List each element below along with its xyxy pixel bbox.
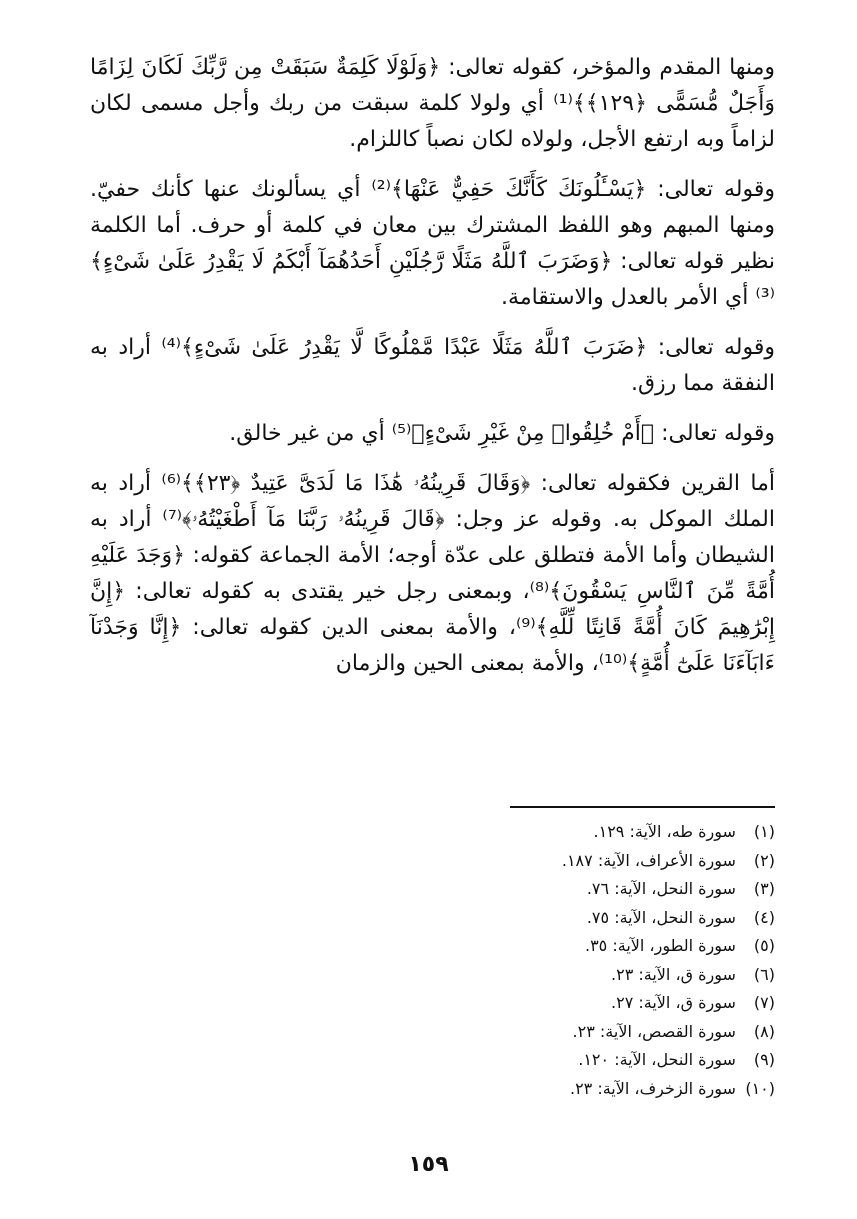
footnote-8: (٨) سورة القصص، الآية: ٢٣. <box>572 1021 775 1041</box>
footnote-4: (٤) سورة النحل، الآية: ٧٥. <box>586 907 775 927</box>
footnote-3: (٣) سورة النحل، الآية: ٧٦. <box>586 879 775 898</box>
footnote-7: (٧) سورة ق، الآية: ٢٧. <box>611 993 775 1012</box>
footnote-10: (١٠) سورة الزخرف، الآية: ٢٣. <box>569 1078 775 1098</box>
footnote-5: (٥) سورة الطور، الآية: ٣٥. <box>584 936 775 955</box>
paragraph-3: وقوله تعالى: ﴿ضَرَبَ ٱللَّهُ مَثَلًا عَبْدًا مَّمْلُوكًا لَّا يَقْدِرُ عَلَىٰ شَىْءٍ﴾⁽⁴⁾ أراد به النفقة مما رزق. <box>90 335 775 396</box>
paragraph-5: أما القرين فكقوله تعالى: ﴿وَقَالَ قَرِينُهُۥ هَٰذَا مَا لَدَىَّ عَتِيدٌ ﴿٢٣﴾﴾⁽⁶⁾ أراد به الملك الموكل به. وقوله عز وجل: ﴿قَالَ قَرِينُهُۥ رَبَّنَا مَآ أَطْغَيْتُهُۥ﴾⁽⁷⁾ أراد به الشيطان وأما الأمة فتطلق على عدّة أوجه؛ الأمة الجماعة كقوله: ﴿وَجَدَ عَلَيْهِ أُمَّةً مِّنَ ٱلنَّاسِ يَسْقُونَ﴾⁽⁸⁾، وبمعنى رجل خير يقتدى به كقوله تعالى: ﴿إِنَّ إِبْرَٰهِيمَ كَانَ أُمَّةً قَانِتًا لِّلَّهِ﴾⁽⁹⁾، والأمة بمعنى الدين كقوله تعالى: ﴿إِنَّا وَجَدْنَآ ءَابَآءَنَا عَلَىٰٓ أُمَّةٍ﴾⁽¹⁰⁾، والأمة بمعنى الحين والزمان <box>90 471 776 676</box>
footnote-6: (٦) سورة ق، الآية: ٢٣. <box>611 964 775 984</box>
page-number: ١٥٩ <box>408 1152 449 1177</box>
footnote-2: (٢) سورة الأعراف، الآية: ١٨٧. <box>561 850 775 870</box>
footnotes <box>375 818 775 1103</box>
paragraph-1: ومنها المقدم والمؤخر، كقوله تعالى: ﴿وَلَوْلَا كَلِمَةٌ سَبَقَتْ مِن رَّبِّكَ لَكَانَ لِزَامًا وَأَجَلٌ مُّسَمًّى ﴿١٢٩﴾﴾⁽¹⁾ أي ولولا كلمة سبقت من ربك وأجل مسمى لكان لزاماً وبه ارتفع الأجل، ولولاه لكان نصباً كاللزام. <box>90 55 776 152</box>
footnote-1: (١) سورة طه، الآية: ١٢٩. <box>593 822 775 841</box>
footnote-9: (٩) سورة النحل، الآية: ١٢٠. <box>578 1050 775 1069</box>
footnote-divider <box>510 806 775 808</box>
paragraph-2: وقوله تعالى: ﴿يَسْـَٔلُونَكَ كَأَنَّكَ حَفِيٌّ عَنْهَا﴾⁽²⁾ أي يسألونك عنها كأنك حفيّ. ومنها المبهم وهو اللفظ المشترك بين معان في كلمة أو حرف. أما الكلمة نظير قوله تعالى: ﴿وَضَرَبَ ٱللَّهُ مَثَلًا رَّجُلَيْنِ أَحَدُهُمَآ أَبْكَمُ لَا يَقْدِرُ عَلَىٰ شَىْءٍ﴾⁽³⁾ أي الأمر بالعدل والاستقامة. <box>90 177 775 310</box>
paragraph-4: وقوله تعالى: ﴿أَمْ خُلِقُوا۟ مِنْ غَيْرِ شَىْءٍ﴾⁽⁵⁾ أي من غير خالق. <box>229 421 775 446</box>
page-body <box>90 50 775 696</box>
